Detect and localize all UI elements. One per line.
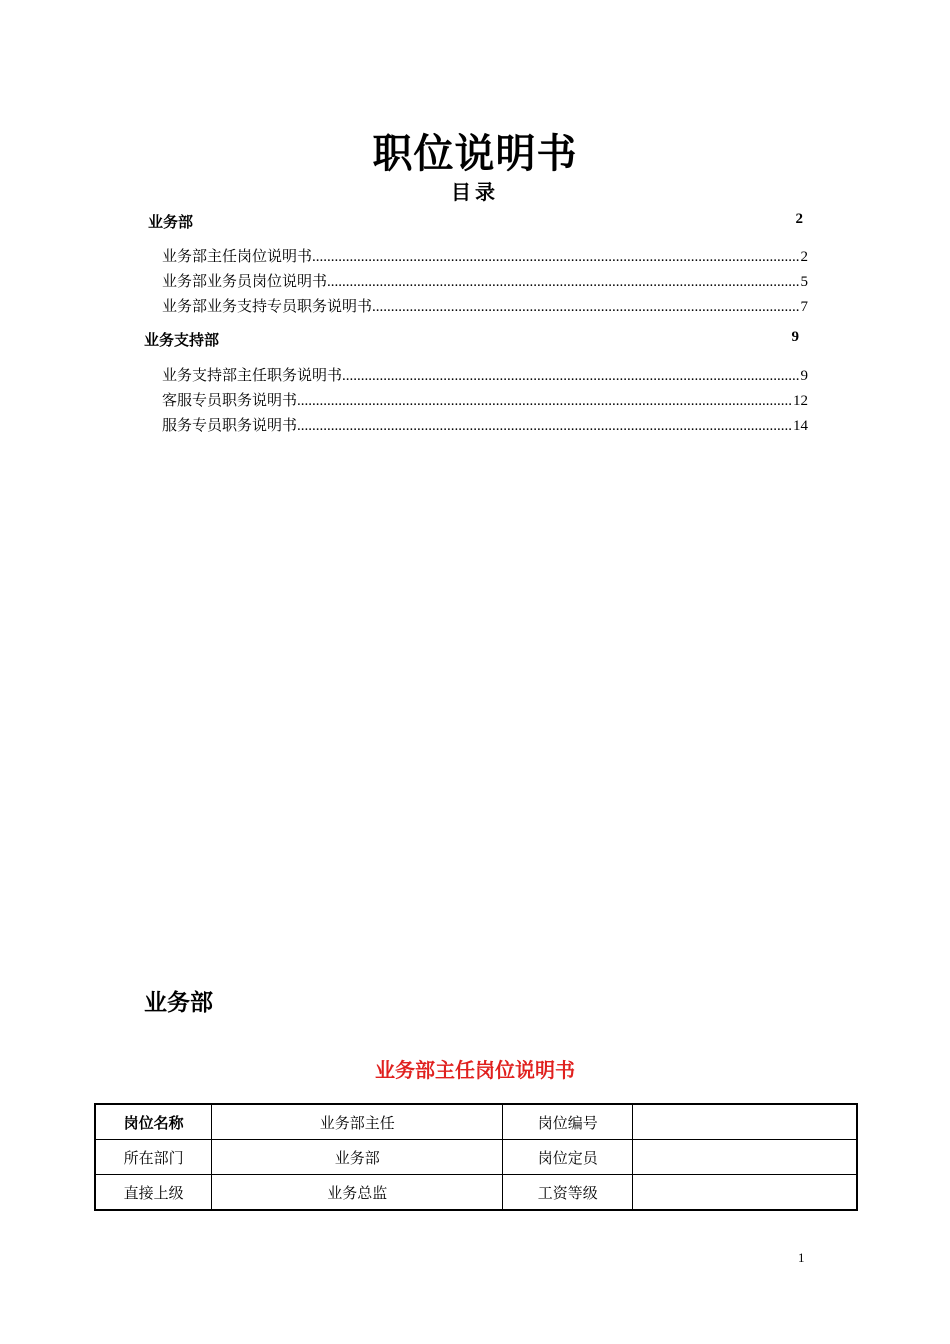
toc-section-title: 业务支持部 [144, 331, 220, 349]
toc-leader [342, 368, 799, 385]
section-heading: 业务部 [144, 990, 213, 1016]
toc-section-title: 业务部 [148, 213, 194, 231]
table-cell-value: 业务部主任 [212, 1104, 503, 1140]
table-cell-label: 直接上级 [95, 1175, 212, 1211]
table-cell-label: 岗位定员 [503, 1140, 633, 1175]
toc-entry[interactable] [162, 389, 808, 410]
table-cell-label: 岗位名称 [95, 1104, 212, 1140]
table-cell-value: 业务总监 [212, 1175, 503, 1211]
toc-entry-label: 服务专员职务说明书 [162, 416, 298, 434]
table-cell-value [633, 1175, 857, 1211]
table-cell-value [633, 1140, 857, 1175]
toc-leader [297, 393, 792, 410]
table-cell-value: 业务部 [212, 1140, 503, 1175]
toc-leader [312, 249, 799, 266]
toc-section-page: 9 [791, 329, 799, 345]
table-cell-label: 工资等级 [503, 1175, 633, 1211]
toc-leader [297, 418, 792, 435]
table-cell-value [633, 1104, 857, 1140]
toc-entry-label: 业务支持部主任职务说明书 [162, 366, 343, 384]
table-row [95, 1175, 857, 1211]
page-number: 1 [798, 1250, 805, 1265]
toc-entry-page: 7 [800, 299, 808, 315]
job-description-title: 业务部主任岗位说明书 [375, 1058, 575, 1082]
toc-entry-page: 5 [800, 274, 808, 290]
toc-section-page: 2 [795, 211, 803, 227]
table-row [95, 1140, 857, 1175]
toc-leader [327, 274, 799, 291]
table-cell-label: 岗位编号 [503, 1104, 633, 1140]
position-info-table [94, 1103, 858, 1211]
toc-entry-label: 业务部业务员岗位说明书 [162, 272, 328, 290]
toc-entry[interactable] [162, 295, 808, 316]
table-cell-label: 所在部门 [95, 1140, 212, 1175]
table-row [95, 1104, 857, 1140]
toc-entry[interactable] [162, 364, 808, 385]
toc-entry-page: 12 [793, 393, 808, 409]
toc-entry-page: 2 [800, 249, 808, 265]
toc-entry[interactable] [162, 245, 808, 266]
document-title: 职位说明书 [372, 131, 578, 177]
toc-entry-label: 业务部主任岗位说明书 [162, 247, 313, 265]
toc-entry[interactable] [162, 414, 808, 435]
toc-heading: 目录 [451, 180, 499, 204]
toc-entry-label: 业务部业务支持专员职务说明书 [162, 297, 373, 315]
toc-entry-label: 客服专员职务说明书 [162, 391, 298, 409]
toc-entry-page: 14 [793, 418, 808, 434]
toc-leader [372, 299, 799, 316]
toc-entry-page: 9 [800, 368, 808, 384]
toc-entry[interactable] [162, 270, 808, 291]
